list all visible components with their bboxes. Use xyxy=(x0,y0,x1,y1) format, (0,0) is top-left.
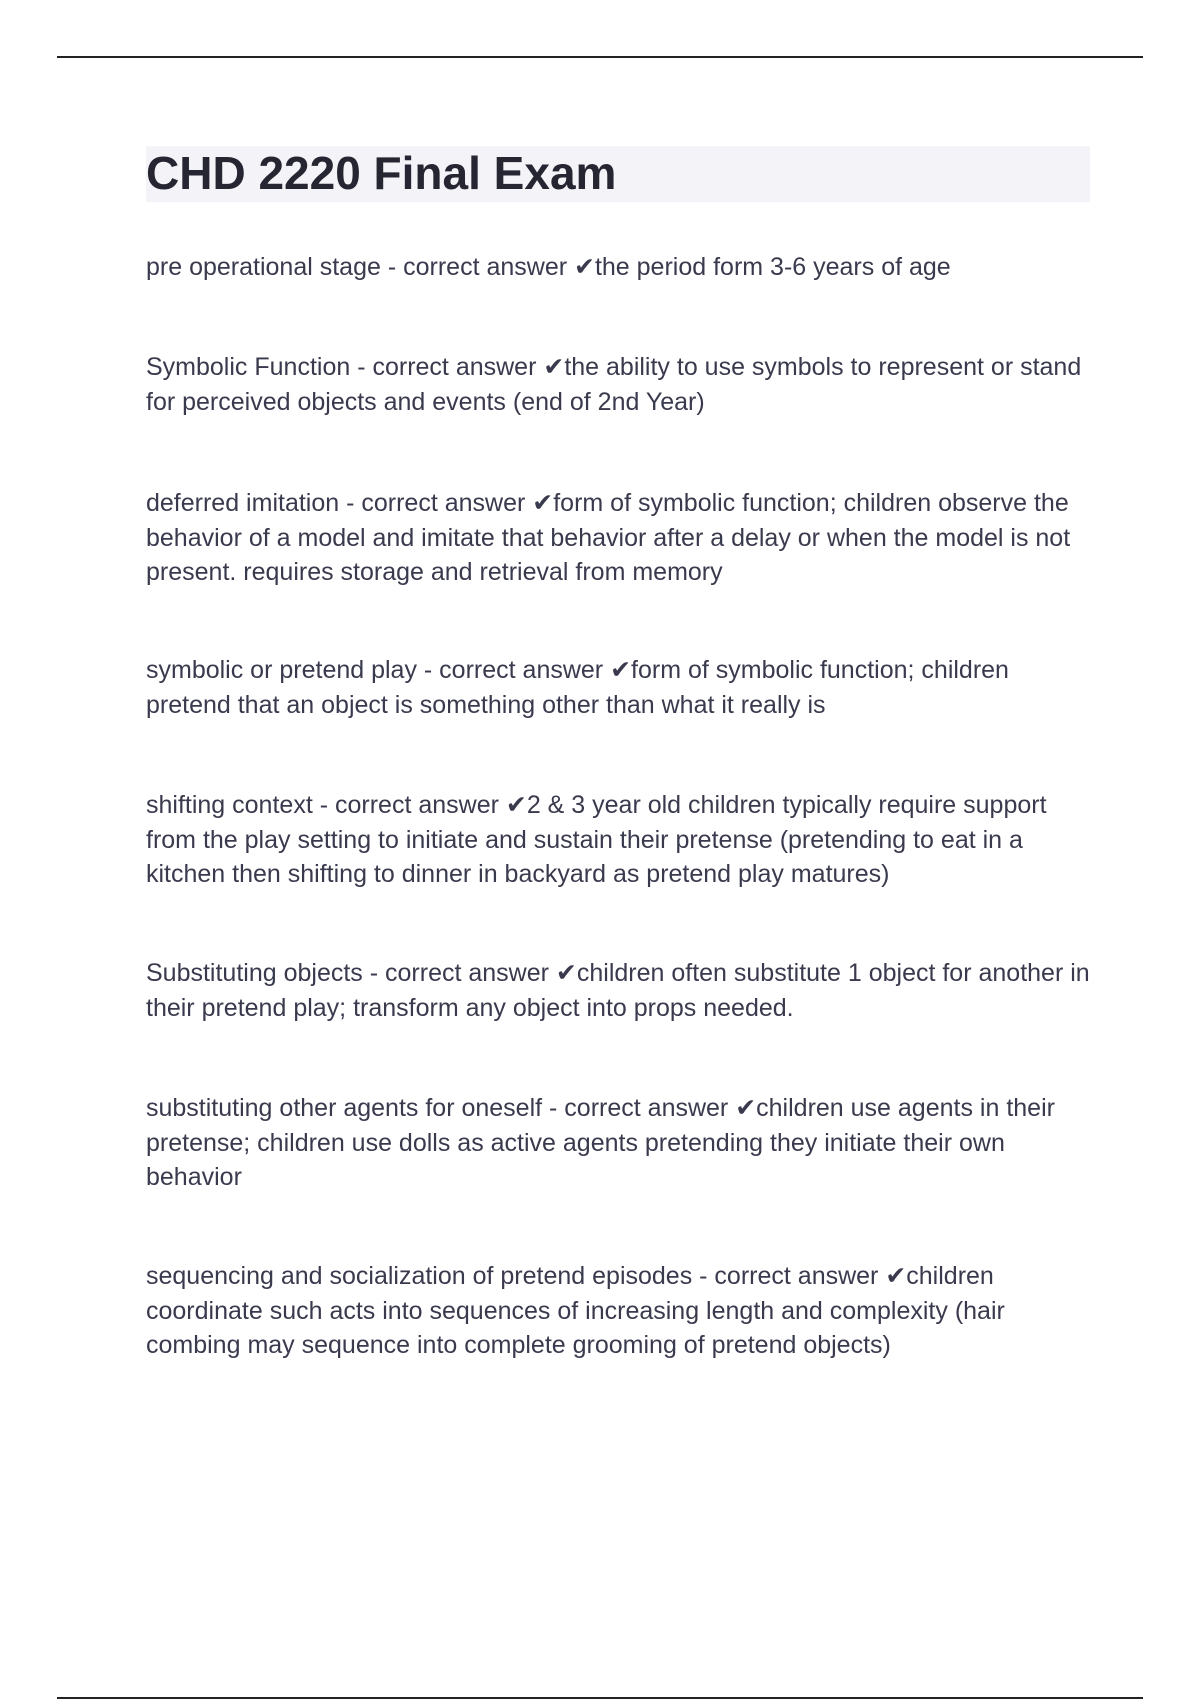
entry-definition: 2 & 3 year old children typically require support from the play setting to initiate and sustain their pretense (pretending to eat in a kitchen then shifting to dinner in backyard as pretend play matures) xyxy=(146,791,1047,888)
entry-term: Substituting objects xyxy=(146,959,363,987)
flashcard-entry xyxy=(146,350,1096,419)
checkmark-icon: ✔ xyxy=(574,253,595,281)
checkmark-icon: ✔ xyxy=(885,1262,907,1290)
entry-separator: - correct answer xyxy=(362,959,556,987)
checkmark-icon: ✔ xyxy=(505,791,527,819)
flashcard-entry xyxy=(146,788,1096,892)
checkmark-icon: ✔ xyxy=(735,1094,757,1122)
entry-separator: - correct answer xyxy=(312,791,506,819)
entry-term: sequencing and socialization of pretend episodes xyxy=(146,1262,693,1290)
flashcard-entry xyxy=(146,1259,1096,1363)
entry-separator: - correct answer xyxy=(380,253,574,281)
entry-term: shifting context xyxy=(146,791,313,819)
flashcard-entry xyxy=(146,250,1096,285)
entry-definition: the period form 3-6 years of age xyxy=(594,253,951,281)
entry-term: substituting other agents for oneself xyxy=(146,1094,543,1122)
entry-term: pre operational stage xyxy=(146,253,381,281)
entry-definition: children coordinate such acts into sequences of increasing length and complexity (hair combing may sequence into complete grooming of pretend objects) xyxy=(146,1262,1005,1359)
flashcard-entry xyxy=(146,956,1096,1025)
entry-term: Symbolic Function xyxy=(146,353,351,381)
entry-term: deferred imitation xyxy=(146,489,340,517)
entry-separator: - correct answer xyxy=(542,1094,736,1122)
checkmark-icon: ✔ xyxy=(543,353,565,381)
entry-definition: children use agents in their pretense; children use dolls as active agents pretending they initiate their own behavior xyxy=(146,1094,1055,1191)
flashcard-entry xyxy=(146,653,1096,722)
flashcard-entry xyxy=(146,1091,1096,1195)
checkmark-icon: ✔ xyxy=(610,656,632,684)
checkmark-icon: ✔ xyxy=(555,959,577,987)
flashcard-entry xyxy=(146,486,1096,590)
page-title: CHD 2220 Final Exam xyxy=(146,147,617,199)
entry-term: symbolic or pretend play xyxy=(146,656,417,684)
entry-definition: the ability to use symbols to represent or stand for perceived objects and events (end of 2nd Year) xyxy=(146,353,1082,416)
entry-separator: - correct answer xyxy=(692,1262,886,1290)
entry-definition: form of symbolic function; children observe the behavior of a model and imitate that behavior after a delay or when the model is not present. requires storage and retrieval from memory xyxy=(146,489,1071,586)
entry-separator: - correct answer xyxy=(339,489,533,517)
top-rule xyxy=(57,56,1143,58)
bottom-rule xyxy=(57,1697,1143,1699)
entry-separator: - correct answer xyxy=(350,353,544,381)
entry-definition: children often substitute 1 object for another in their pretend play; transform any object into props needed. xyxy=(146,959,1090,1022)
entry-definition: form of symbolic function; children pretend that an object is something other than what it really is xyxy=(146,656,1009,719)
entry-separator: - correct answer xyxy=(416,656,611,684)
checkmark-icon: ✔ xyxy=(532,489,554,517)
